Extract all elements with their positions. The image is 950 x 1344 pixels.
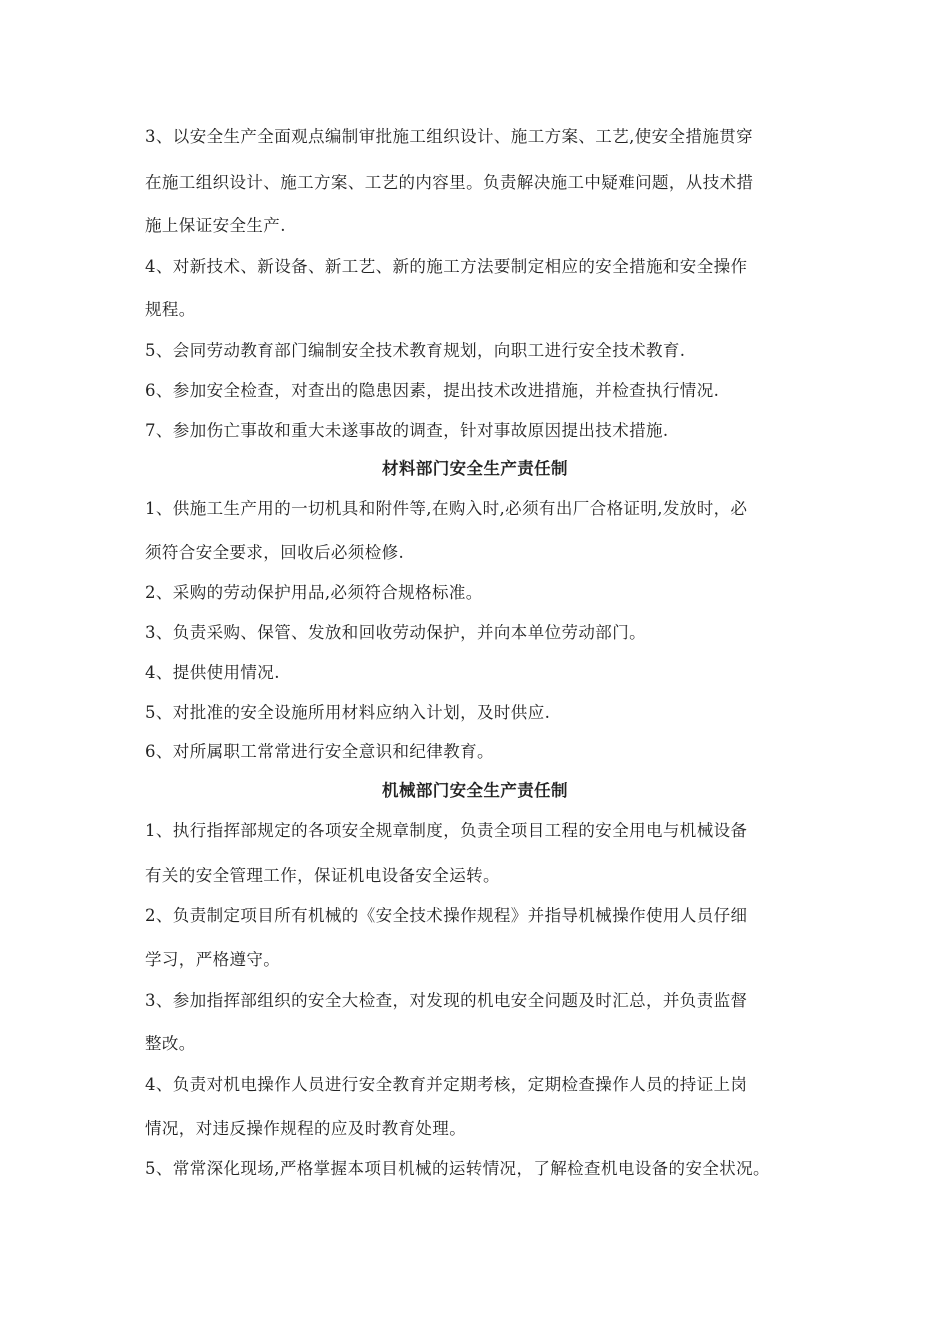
paragraph-line: 3、以安全生产全面观点编制审批施工组织设计、施工方案、工艺,使安全措施贯穿 <box>145 127 754 146</box>
paragraph-line: 6、参加安全检查，对查出的隐患因素，提出技术改进措施，并检查执行情况. <box>145 381 720 400</box>
paragraph-line: 2、采购的劳动保护用品,必须符合规格标准。 <box>145 583 483 602</box>
paragraph-line: 7、参加伤亡事故和重大未遂事故的调查，针对事故原因提出技术措施. <box>145 421 669 440</box>
paragraph-line: 2、负责制定项目所有机械的《安全技术操作规程》并指导机械操作使用人员仔细 <box>145 906 748 925</box>
paragraph-line: 在施工组织设计、施工方案、工艺的内容里。负责解决施工中疑难问题，从技术措 <box>145 173 754 192</box>
paragraph-line: 施上保证安全生产. <box>145 216 286 235</box>
paragraph-line: 5、会同劳动教育部门编制安全技术教育规划，向职工进行安全技术教育. <box>145 341 686 360</box>
paragraph-line: 情况，对违反操作规程的应及时教育处理。 <box>145 1119 467 1138</box>
paragraph-line: 整改。 <box>145 1034 196 1053</box>
section-heading-materials: 材料部门安全生产责任制 <box>382 459 568 478</box>
paragraph-line: 4、对新技术、新设备、新工艺、新的施工方法要制定相应的安全措施和安全操作 <box>145 257 748 276</box>
paragraph-line: 5、对批准的安全设施所用材料应纳入计划，及时供应. <box>145 703 551 722</box>
paragraph-line: 3、负责采购、保管、发放和回收劳动保护，并向本单位劳动部门。 <box>145 623 646 642</box>
paragraph-line: 4、提供使用情况. <box>145 663 280 682</box>
paragraph-line: 4、负责对机电操作人员进行安全教育并定期考核，定期检查操作人员的持证上岗 <box>145 1075 748 1094</box>
section-heading-machinery: 机械部门安全生产责任制 <box>382 781 568 800</box>
paragraph-line: 规程。 <box>145 300 196 319</box>
paragraph-line: 学习，严格遵守。 <box>145 950 281 969</box>
paragraph-line: 须符合安全要求，回收后必须检修. <box>145 543 405 562</box>
paragraph-line: 1、供施工生产用的一切机具和附件等,在购入时,必须有出厂合格证明,发放时，必 <box>145 499 748 518</box>
paragraph-line: 1、执行指挥部规定的各项安全规章制度，负责全项目工程的安全用电与机械设备 <box>145 821 748 840</box>
paragraph-line: 6、对所属职工常常进行安全意识和纪律教育。 <box>145 742 494 761</box>
paragraph-line: 5、常常深化现场,严格掌握本项目机械的运转情况，了解检查机电设备的安全状况。 <box>145 1159 770 1178</box>
paragraph-line: 有关的安全管理工作，保证机电设备安全运转。 <box>145 866 500 885</box>
paragraph-line: 3、参加指挥部组织的安全大检查，对发现的机电安全问题及时汇总，并负责监督 <box>145 991 748 1010</box>
